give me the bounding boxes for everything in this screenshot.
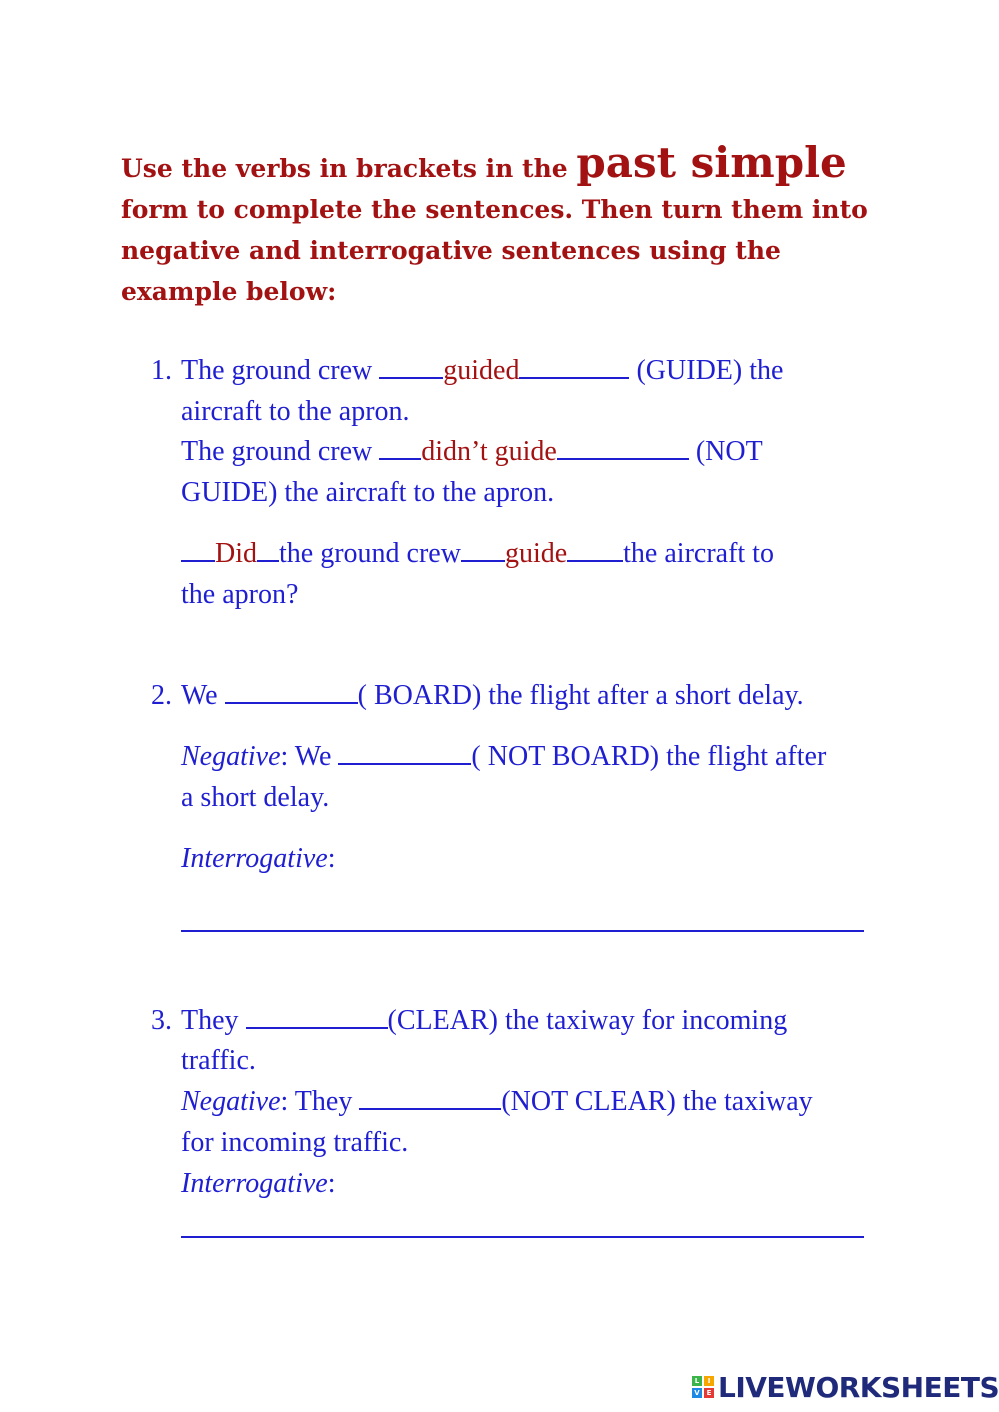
- item2-number: 2.: [151, 680, 172, 711]
- instructions-line3: negative and interrogative sentences using the: [121, 236, 781, 265]
- item1-aff-answer: guided: [443, 355, 520, 386]
- item3-neg-text-b: (NOT CLEAR) the taxiway: [501, 1086, 813, 1117]
- item2-neg-line2: a short delay.: [181, 782, 330, 813]
- item3-interrogative: [181, 1163, 335, 1204]
- answer-blank[interactable]: [359, 1107, 501, 1110]
- item1-neg-text-b: (NOT: [688, 436, 763, 467]
- item1-q-text-b: the aircraft to: [623, 538, 774, 569]
- item1-negative: [181, 431, 763, 472]
- item1-neg-line2: GUIDE) the aircraft to the apron.: [181, 477, 555, 508]
- item1-aff-text-b: (GUIDE) the: [629, 355, 784, 386]
- blank-line: [461, 559, 505, 562]
- item3-neg-text-a: : They: [280, 1086, 360, 1117]
- item3-aff-line2: traffic.: [181, 1045, 256, 1076]
- item2-interrogative-answer-line[interactable]: [181, 930, 864, 932]
- item1-q-answer1: Did: [215, 538, 257, 569]
- blank-line: [257, 559, 279, 562]
- item2-int-label: Interrogative: [181, 843, 328, 874]
- blank-line: [181, 559, 215, 562]
- liveworksheets-logo: [692, 1370, 999, 1404]
- item2-aff-text-b: ( BOARD) the flight after a short delay.: [357, 680, 804, 711]
- answer-blank[interactable]: [338, 762, 471, 765]
- item2-affirmative: [181, 675, 804, 716]
- blank-line: [379, 376, 443, 379]
- item3-negative: [181, 1081, 813, 1122]
- item1-aff-text-a: The ground crew: [181, 355, 380, 386]
- logo-letter: V: [692, 1388, 702, 1398]
- item2-neg-label: Negative: [181, 741, 281, 772]
- item2-interrogative: [181, 838, 335, 879]
- item3-number: 3.: [151, 1005, 172, 1036]
- logo-letter: L: [692, 1376, 702, 1386]
- item3-int-colon: :: [327, 1168, 336, 1199]
- item1-q-text-a: the ground crew: [279, 538, 461, 569]
- item2-int-colon: :: [327, 843, 336, 874]
- instructions: [121, 138, 881, 312]
- blank-line: [567, 559, 623, 562]
- item1-number: 1.: [151, 355, 172, 386]
- item3-neg-line2: for incoming traffic.: [181, 1127, 409, 1158]
- item3-affirmative: [181, 1000, 787, 1041]
- instructions-part1: Use the verbs in brackets in the: [121, 154, 577, 183]
- item1-affirmative: [181, 350, 783, 391]
- instructions-line4: example below:: [121, 277, 337, 306]
- item2-neg-text-a: : We: [280, 741, 339, 772]
- answer-blank[interactable]: [225, 701, 358, 704]
- item1-q-line2: the apron?: [181, 579, 299, 610]
- logo-text: LIVEWORKSHEETS: [718, 1370, 999, 1404]
- item1-aff-line2: aircraft to the apron.: [181, 396, 410, 427]
- answer-blank[interactable]: [246, 1026, 388, 1029]
- item2-negative: [181, 736, 826, 777]
- item3-aff-text-b: (CLEAR) the taxiway for incoming: [387, 1005, 788, 1036]
- item3-aff-text-a: They: [181, 1005, 246, 1036]
- item3-interrogative-answer-line[interactable]: [181, 1236, 864, 1238]
- item3-int-label: Interrogative: [181, 1168, 328, 1199]
- item3-neg-label: Negative: [181, 1086, 281, 1117]
- logo-letter: I: [704, 1376, 714, 1386]
- logo-letter: E: [704, 1388, 714, 1398]
- blank-line: [379, 457, 421, 460]
- blank-line: [519, 376, 629, 379]
- instructions-emphasis: past simple: [576, 138, 847, 187]
- item1-interrogative: [181, 533, 774, 574]
- instructions-line2: form to complete the sentences. Then turn them into: [121, 195, 868, 224]
- item2-neg-text-b: ( NOT BOARD) the flight after: [471, 741, 827, 772]
- item2-aff-text-a: We: [181, 680, 225, 711]
- blank-line: [557, 457, 689, 460]
- logo-mark-icon: [692, 1376, 714, 1398]
- item1-q-answer2: guide: [504, 538, 568, 569]
- item1-neg-answer: didn’t guide: [421, 436, 557, 467]
- item1-neg-text-a: The ground crew: [181, 436, 380, 467]
